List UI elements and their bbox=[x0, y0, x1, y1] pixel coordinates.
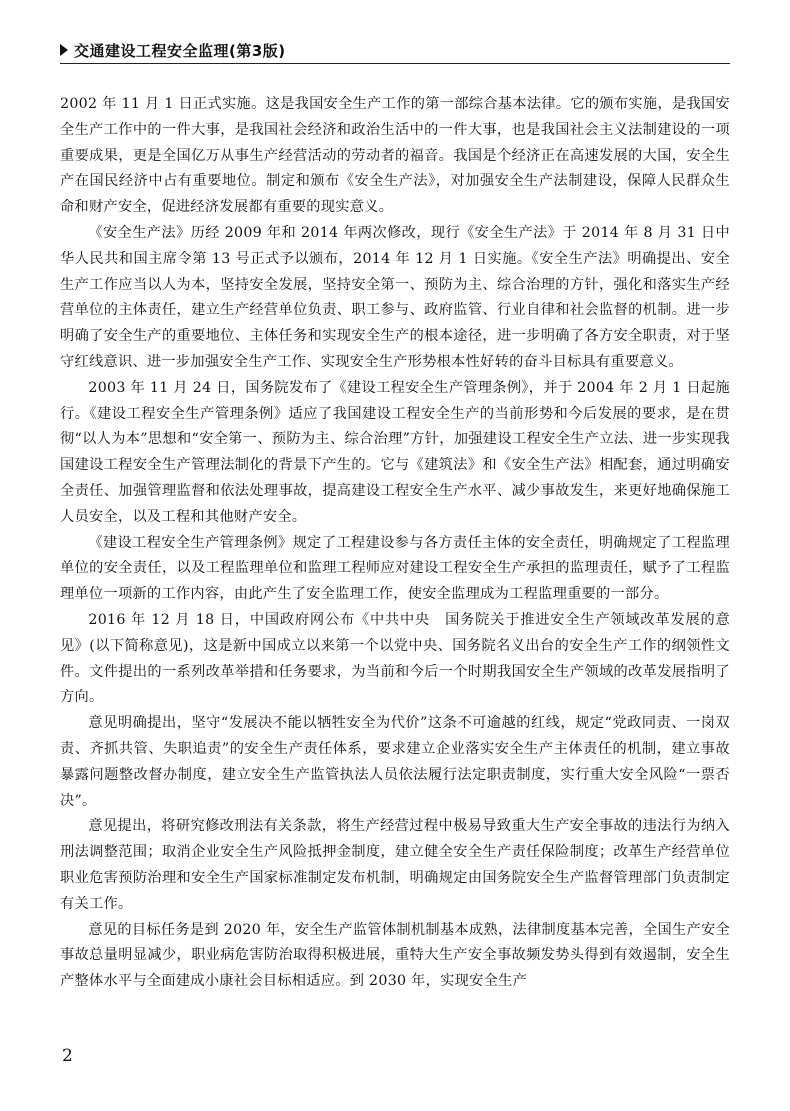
paragraph-2: 《安全生产法》历经 2009 年和 2014 年两次修改，现行《安全生产法》于 2014 年 8 月 31 日中华人民共和国主席令第 13 号正式予以颁布，2014 年 12 月 1 日实施。《安全生产法》明确提出、安全生产工作应当以人为本，坚持安全发展，坚持安全第一、预防为主、综合治理的方针，强化和落实生产经营单位的主体责任，建立生产经营单位负责、职工参与、政府监管、行业自律和社会监督的机制。进一步明确了安全生产的重要地位、主体任务和实现安全生产的根本途径，进一步明确了各方安全职责，对于坚守红线意识、进一步加强安全生产工作、实现安全生产形势根本性好转的奋斗目标具有重要意义。 bbox=[60, 224, 730, 370]
paragraph-8: 意见的目标任务是到 2020 年，安全生产监管体制机制基本成熟，法律制度基本完善，全国生产安全事故总量明显减少，职业病危害防治取得积极进展，重特大生产安全事故频发势头得到有效遏制，安全生产整体水平与全面建成小康社会目标相适应。到 2030 年，实现安全生产 bbox=[60, 921, 730, 990]
paragraph-4: 《建设工程安全生产管理条例》规定了工程建设参与各方责任主体的安全责任，明确规定了工程监理单位的安全责任，以及工程监理单位和监理工程师应对建设工程安全生产承担的监理责任，赋予了工程监理单位一项新的工作内容，由此产生了安全监理工作，使安全监理成为工程监理重要的一部分。 bbox=[60, 534, 730, 603]
paragraph-5: 2016 年 12 月 18 日，中国政府网公布《中共中央 国务院关于推进安全生产领域改革发展的意见》(以下简称意见)，这是新中国成立以来第一个以党中央、国务院名义出台的安全生产工作的纲领性文件。文件提出的一系列改革举措和任务要求，为当前和今后一个时期我国安全生产领域的改革发展指明了方向。 bbox=[60, 611, 730, 706]
book-title: 交通建设工程安全监理(第3版) bbox=[74, 41, 286, 60]
body-text bbox=[60, 92, 730, 995]
paragraph-3: 2003 年 11 月 24 日，国务院发布了《建设工程安全生产管理条例》，并于 2004 年 2 月 1 日起施行。《建设工程安全生产管理条例》适应了我国建设工程安全生产的当前形势和今后发展的要求，是在贯彻“以人为本”思想和“安全第一、预防为主、综合治理”方针，加强建设工程安全生产立法、进一步实现我国建设工程安全生产管理法制化的背景下产生的。它与《建筑法》和《安全生产法》相配套，通过明确安全责任、加强管理监督和依法处理事故，提高建设工程安全生产水平、减少事故发生，来更好地确保施工人员安全，以及工程和其他财产安全。 bbox=[60, 379, 730, 525]
paragraph-6: 意见明确提出，坚守“发展决不能以牺牲安全为代价”这条不可逾越的红线，规定“党政同责、一岗双责、齐抓共管、失职追责”的安全生产责任体系，要求建立企业落实安全生产主体责任的机制，建立事故暴露问题整改督办制度，建立安全生产监管执法人员依法履行法定职责制度，实行重大安全风险“一票否决”。 bbox=[60, 715, 730, 809]
page-header bbox=[60, 38, 730, 62]
triangle-marker-icon bbox=[60, 44, 68, 56]
paragraph-7: 意见提出，将研究修改刑法有关条款，将生产经营过程中极易导致重大生产安全事故的违法行为纳入刑法调整范围；取消企业安全生产风险抵押金制度，建立健全安全生产责任保险制度；改革生产经营单位职业危害预防治理和安全生产国家标准制定发布机制，明确规定由国务院安全生产监督管理部门负责制定有关工作。 bbox=[60, 818, 730, 912]
header-rule bbox=[60, 63, 730, 64]
paragraph-1: 2002 年 11 月 1 日正式实施。这是我国安全生产工作的第一部综合基本法律。它的颁布实施，是我国安全生产工作中的一件大事，是我国社会经济和政治生活中的一件大事，也是我国社会主义法制建设的一项重要成果，更是全国亿万从事生产经营活动的劳动者的福音。我国是个经济正在高速发展的大国，安全生产在国民经济中占有重要地位。制定和颁布《安全生产法》，对加强安全生产法制建设，保障人民群众生命和财产安全，促进经济发展都有重要的现实意义。 bbox=[60, 96, 730, 216]
page-number: 2 bbox=[62, 1046, 73, 1066]
